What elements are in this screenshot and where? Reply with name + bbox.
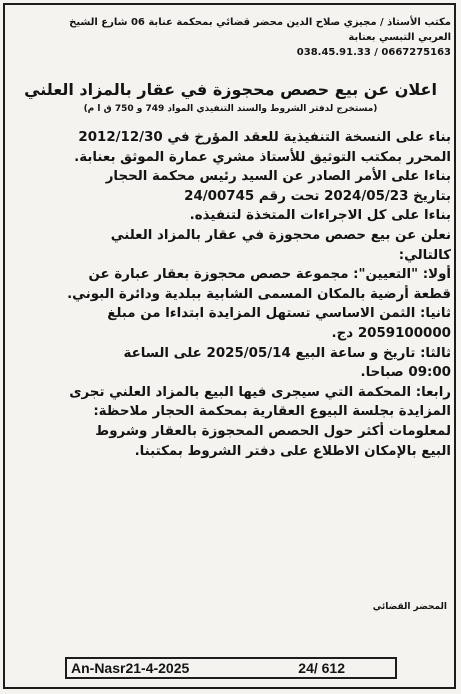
announcement-body	[13, 128, 451, 461]
body-line: نعلن عن بيع حصص محجوزة في عقار بالمزاد العلني	[110, 227, 451, 243]
body-line: 2059100000 دج.	[331, 325, 451, 341]
body-line: ثانيا: الثمن الاساسي تستهل المزايدة ابتداءا من مبلغ	[107, 306, 451, 322]
body-line: بتاريخ 2024/05/23 تحت رقم 24/00745	[184, 188, 451, 204]
newspaper-date: An-Nasr21-4-2025	[71, 660, 190, 676]
office-phones: 038.45.91.33 / 0667275163	[296, 47, 451, 58]
announcement-subtitle: (مستخرج لدفتر الشروط والسند التنفيذي المواد 749 و 750 ق ا م)	[83, 104, 378, 114]
body-line: البيع بالإمكان الاطلاع على دفتر الشروط بمكتبنا.	[134, 443, 451, 459]
reference-number: 24/ 612	[298, 660, 345, 676]
body-line: 09:00 صباحا.	[360, 365, 451, 381]
body-line: بناء على النسخة التنفيذية للعقد المؤرخ في 2012/12/30	[78, 130, 451, 145]
body-line: لمعلومات أكثر حول الحصص المحجوزة بالعقار وشروط	[95, 423, 451, 439]
office-header	[11, 15, 451, 60]
newspaper-footer	[65, 657, 397, 679]
body-line: كالتالي:	[398, 247, 451, 263]
body-line: بناءا على الأمر الصادر عن السيد رئيس محكمة الحجار	[105, 169, 451, 185]
office-address-line-2: العربي التبسي بعنابة	[348, 32, 451, 43]
body-line: أولا: "التعيين": مجموعة حصص محجوزة بعقار عبارة عن	[88, 267, 451, 283]
body-line: رابعا: المحكمة التي سيجرى فيها البيع بالمزاد العلني تجرى	[69, 384, 451, 400]
office-address-line: مكتب الأستاذ / مجيزي صلاح الدين محضر قضائي بمحكمة عنابة 06 شارع الشيخ	[69, 17, 451, 28]
bailiff-signature: المحضر القضائي	[372, 602, 447, 612]
body-line: ثالثا: تاريخ و ساعة البيع 2025/05/14 على الساعة	[123, 345, 451, 361]
body-line: قطعة أرضية بالمكان المسمى الشابية ببلدية ودائرة البوني.	[67, 286, 451, 302]
body-line: بناءا على كل الاجراءات المتخذة لتنفيذه.	[189, 208, 451, 224]
body-line: المزايدة بجلسة البيوع العقارية بمحكمة الحجار ملاحظة:	[93, 404, 451, 420]
body-line: المحرر بمكتب التوثيق للأستاذ مشري عمارة الموثق بعنابة.	[74, 149, 451, 165]
announcement-title: اعلان عن بيع حصص محجوزة في عقار بالمزاد العلني	[24, 80, 437, 99]
